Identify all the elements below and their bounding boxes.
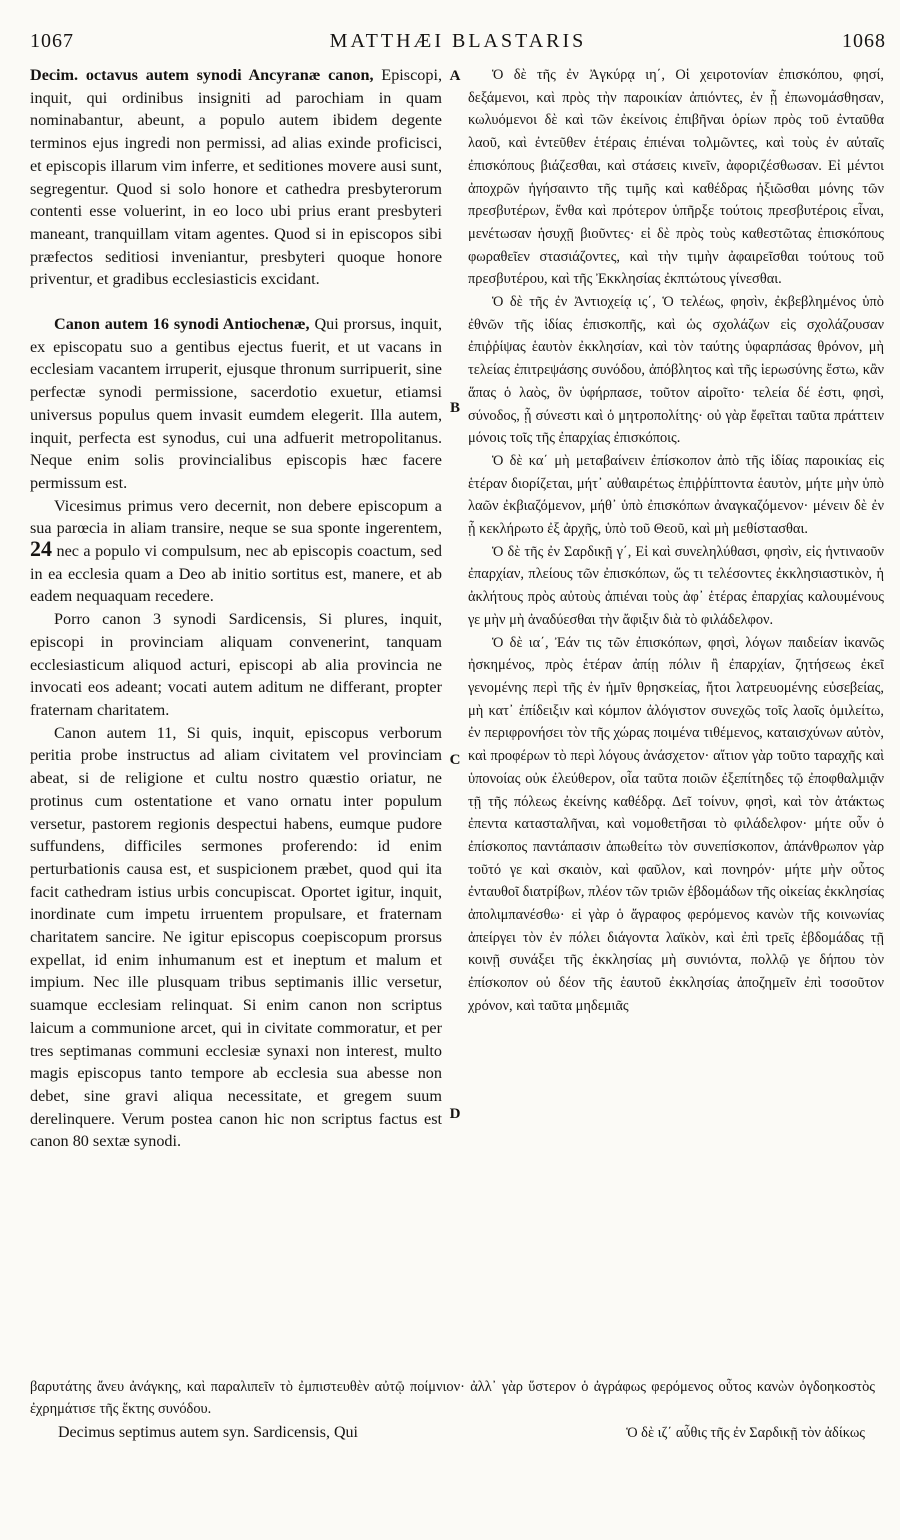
greek-paragraph: Ὁ δὲ τῆς ἐν Ἀγκύρᾳ ιη΄, Οἱ χειροτονίαν ἐπισκόπου, φησί, δεξάμενοι, καὶ πρὸς τὴν παροικίαν ἀπιόντες, ἐν ᾗ ἐπωνομάσθησαν, κωλυόμενοι δὲ καὶ τῶν ἐκείνοις ἐπιβῆναι ὁρίων πρὸς τοῦ ἐνταῦθα λαοῦ, καὶ ἐντεῦθεν ἑτέραις ἐπιέναι τολμῶντες, καὶ τοὺς ἐν αὐταῖς ἐπισκόπους βιάζεσθαι, καὶ στάσεις κινεῖν, ἀφοριζέσθωσαν. Εἰ μέντοι ἀποχρῶν ἡγήσαιντο τῆς τιμῆς καὶ καθέδρας ἠξιῶσθαι μόνης τῶν πρεσβυτέρων, ἔνθα καὶ πρότερον ὑπῆρξε τούτοις πρεσβυτέροις εἶναι, μενέτωσαν ἡσυχῇ βιοῦντες· εἰ δὲ πρὸς τοὺς καθεστῶτας ἐπισκόπους φωραθεῖεν στασιάζοντες, καὶ τὴν τιμὴν ἀφαιρεῖσθαι τούτους τοῦ πρεσβυτέρου, καὶ τῆς Ἐκκλησίας ἐκπτώτους γίνεσθαι. [468, 67, 884, 288]
running-head [30, 30, 886, 58]
bottom-greek-note [30, 1376, 875, 1444]
latin-paragraph-lead: Porro canon 3 synodi Sardicensis, [54, 610, 307, 629]
latin-paragraph-text: Si plures, inquit, episcopi in provinciam aliquam convenerint, tanquam ecclesiasticum aliquod acturi, episcopi ab alia provincia ne invocati eos adeant; vocati autem aditum ne differant, propter fraternam charitatem. [30, 610, 442, 719]
latin-paragraph-tail: nec a populo vi compulsum, nec ab episcopis coactum, sed in ea ecclesia quam a Deo ab initio sortitus est, manere, et ab eadem nequaquam recedere. [30, 542, 442, 606]
latin-column [30, 64, 442, 1512]
greek-paragraph: Ὁ δὲ κα΄ μὴ μεταβαίνειν ἐπίσκοπον ἀπὸ τῆς ἰδίας παροικίας εἰς ἑτέραν διορίζεται, μήτ᾽ αὐθαιρέτως ἐπιῤῥίπτοντα ἑαυτὸν, μήτε μὴν ὑπὸ λαῶν ἐκβιαζόμενον, μήθ᾽ ὑπὸ ἐπισκόπων ἀναγκαζόμενον· μένειν δὲ ἐν ᾗ κεκλήρωτο ἐξ ἀρχῆς, ὑπὸ τοῦ Θεοῦ, καὶ μὴ μεθίστασθαι. [468, 452, 884, 538]
latin-paragraph-lead: Decim. octavus autem synodi Ancyranæ canon, [30, 66, 374, 84]
latin-last-line: Decimus septimus autem syn. Sardicensis, Qui [58, 1424, 358, 1441]
latin-paragraph-text: Episcopi, inquit, qui ordinibus insigniti ad parochiam in quam nominabantur, abeunt, a populo autem ibidem degente terminos ejus ingredi non permissi, ad alias exinde proficisci, et episcopis illarum vim inferre, et seditiones movere ausi sunt, segregentur. Quod si solo honore et cathedra presbyterorum contenti esse voluerint, in eo loco ubi prius erant presbyteri maneant, tranquillam vitam agentes. Quod si in episcopos sibi præfectos seditiosi inveniantur, presbyteri quoque honore priventur, et gradibus ecclesiasticis excidant. [30, 66, 442, 289]
greek-column [468, 64, 884, 1360]
bottom-greek-note-text: βαρυτάτης ἄνευ ἀνάγκης, καὶ παραλιπεῖν τὸ ἐμπιστευθὲν αὐτῷ ποίμνιον· ἀλλ᾽ γὰρ ὕστερον ὁ ἀγράφως φερόμενος οὗτος κανὼν ὀγδοηκοστὸς ἐχρημάτισε τῆς ἕκτης συνόδου. [30, 1379, 875, 1417]
running-title: MATTHÆI BLASTARIS [329, 30, 587, 52]
bottom-last-lines [30, 1422, 875, 1444]
latin-paragraph [30, 313, 442, 495]
left-page-number: 1067 [30, 30, 74, 52]
greek-paragraph: Ὁ δὲ ια΄, Ἐάν τις τῶν ἐπισκόπων, φησὶ, λόγων παιδείαν ἱκανῶς ἠσκημένος, πρὸς ἑτέραν ἀπίῃ πόλιν ἢ ἐπαρχίαν, ζητήσεως ἐκεῖ γενομένης περὶ τῆς ἐν ἡμῖν θρησκείας, ἤτοι λατρευομένης εὐσεβείας, μὴ κατ᾽ ἐπίδειξιν καὶ κόμπον ἀλόγιστον συνεχῶς τοῖς λαοῖς ὁμιλείτω, ἐν περιφρονήσει τὸν τῆς χώρας ποιμένα τιθέμενος, καταισχύνων αὐτὸν, καὶ προφέρων τὸ περὶ λόγους ἀνάσχετον· αἴτιον γὰρ τοῦτο ταραχῆς καὶ ὑπονοίας οὐκ ἐλεύθερον, οἷα ταῦτα ποιῶν ἐξεπίτηδες τῷ ἐποφθαλμιᾷν τῇ τῆς πόλεως ἐκείνης καθέδρᾳ. Δεῖ τοίνυν, φησὶ, καὶ τὸν ἀτάκτως ἐπεντα κατασταλῆναι, καὶ νομοθετῆσαι τὸ φιλάδελφον· μήτε οὖν ὁ ἐπίσκοπος παντάπασιν ἀπωθείτω τὸν συνεπίσκοπον, ἀπάνθρωπον γὰρ τοῦτό γε καὶ σκαιὸν, καὶ φαῦλον, καὶ πονηρόν· μήτε μὴν οὗτος ἐνταυθοῖ διατρίβων, πλέον τῶν τριῶν ἑβδομάδων τῆς οἰκείας ἐκκλησίας ἀπολιμπανέσθω· εἰ γὰρ ὁ ἄγραφος φερόμενος κανὼν τῆς κοινωνίας ἀπείργει τὸν ἐν πόλει διάγοντα λαϊκὸν, καὶ ἐπὶ τρεῖς ἑβδομάδας τῇ κοινῇ συνάξει τῆς ἐκκλησίας μὴ συνιόντα, πολλῷ γε δήπου τὸν ἐπίσκοπον οὐ δέον τῆς ἑαυτοῦ ἐκκλησίας ἀποζημεῖν ἐπὶ τοσοῦτον χρόνον, καὶ ταῦτα μηδεμιᾶς [468, 634, 884, 1014]
right-page-number: 1068 [841, 30, 886, 52]
latin-paragraph [30, 608, 442, 722]
greek-paragraph: Ὁ δὲ τῆς ἐν Ἀντιοχείᾳ ις΄, Ὁ τελέως, φησὶν, ἐκβεβλημένος ὑπὸ ἐθνῶν τῆς ἰδίας ἐπισκοπῆς, καὶ ὡς σχολάζων εἰς σχολάζουσαν ἐπιῤῥίψας ἑαυτὸν ἐκκλησίαν, καὶ τὸν ταύτης ὑφαρπάσας θρόνον, μὴ τελείας ἐπιτρεψάσης συνόδου, ἀπόβλητος καὶ τῆς ἱερωσύνης ἔστω, κἂν ἅπας ὁ λαὸς, ὃν ὑφήρπασε, τοῦτον αἱροῖτο· τελεία δέ ἐστι, φησὶ, σύνοδος, ᾗ σύνεστι καὶ ὁ μητροπολίτης· οὐ γὰρ ἔφεῖται ταῦτα πράττειν μόνοις τοῖς τῆς ἐπαρχίας ἐπισκόποις. [468, 294, 884, 447]
margin-marker-a: A [449, 68, 461, 84]
inline-page-number: 24 [30, 536, 52, 562]
greek-last-line: Ὁ δὲ ιζ΄ αὖθις τῆς ἐν Σαρδικῇ τὸν ἀδίκως [626, 1425, 865, 1441]
latin-paragraph-lead: Canon autem 16 synodi Antiochenæ, [54, 315, 310, 334]
latin-paragraph [30, 64, 442, 291]
margin-marker-b: B [449, 400, 460, 416]
latin-paragraph-text: Qui prorsus, inquit, ex episcopatu suo a gentibus ejectus fuerit, et ut vacans in ecclesiam vacantem irruperit, ejusque thronum surripuerit, sine perfectæ synodi permissione, sacerdotio exuetur, etiamsi universus populus quem invasit eumdem elegerit. Illa autem, inquit, perfecta est synodus, cui una adfuerit metropolitanus. Neque enim solis provincialibus episcopis hæc facere permissum est. [30, 315, 442, 492]
latin-paragraph-lead: Vicesimus primus vero decernit, [54, 496, 271, 515]
latin-paragraph-lead: Canon autem 11, [54, 723, 177, 742]
latin-paragraph [30, 495, 442, 609]
margin-marker-c: C [449, 752, 461, 768]
latin-paragraph-text: Si quis, inquit, episcopus verborum peritia probe instructus ad aliam civitatem vel provinciam abeat, si de religione et cultu nostro quæstio oriatur, ne protinus cum ostentatione et vano ornatu inter populum versetur, pastorem regionis despectui habens, eumque pudore suffundens, difficiles sermones proferendo: id enim perturbationis causa est, et suspicionem præbet, quod qui ita facit cathedram istius urbis concupiscat. Oportet igitur, inquit, inordinate cum impetu irruentem propulsare, et fraternam charitatem sancire. Ne igitur episcopus coepiscopum prorsus expellat, id enim inhumanum est et ineptum et malum et impium. Nec ille plusquam tribus septimanis illic versetur, suamque ecclesiam relinquat. Si enim canon non scriptus laicum a communione arcet, qui in civitate commoratur, et per tres septimanas communi ecclesiæ synaxi non interest, multo magis episcopus tanto tempore ab ecclesia sua abesse non debet, sine gravi aliqua necessitate, et gregem suum derelinquere. Verum postea canon hic non scriptus factus est canon 80 sextæ synodi. [30, 723, 442, 1151]
latin-paragraph [30, 722, 442, 1153]
latin-paragraph-text: non debere episcopum a sua parœcia in aliam transire, neque se sua sponte ingerentem, [30, 496, 442, 538]
greek-paragraph: Ὁ δὲ τῆς ἐν Σαρδικῇ γ΄, Εἰ καὶ συνεληλύθασι, φησὶν, εἰς ἡντιναοῦν ἐπαρχίαν, πλείους τῶν ἐπισκόπων, ὥς τι τελέσοντες ἐκκλησιαστικὸν, ἡ ἀκλήτους πρὸς αὐτοὺς ἀπιέναι τοὺς ἀφ᾽ ἑτέρας ἐπαρχίας καλουμένους γε μὴν μὴ ἀναδύεσθαι τὴν ἄφιξιν διὰ τὸ φιλάδελφον. [468, 543, 884, 628]
margin-marker-d: D [449, 1106, 461, 1122]
